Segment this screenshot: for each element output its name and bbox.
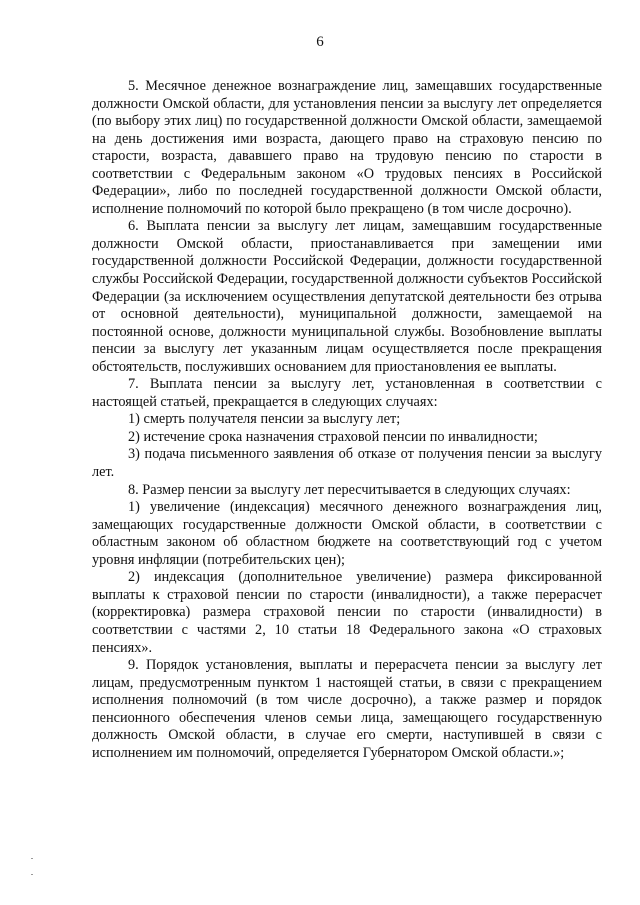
paragraph-8-item-1: 1) увеличение (индексация) месячного денежного вознаграждения лиц, замещающих государственные должности Омской области, в соответствии с областным законом об областном бюджете на соответствующий год с учетом уровня инфляции (потребительских цен); — [92, 499, 602, 568]
document-body — [92, 78, 602, 762]
paragraph-8-item-2: 2) индексация (дополнительное увеличение) размера фиксированной выплаты к страховой пенсии по старости (инвалидности), а также перерасчет (корректировка) размера страховой пенсии по старости (инвалидности) в соответствии с частями 2, 10 статьи 18 Федерального закона «О страховых пенсиях». — [92, 569, 602, 656]
paragraph-9: 9. Порядок установления, выплаты и перерасчета пенсии за выслугу лет лицам, предусмотренным пунктом 1 настоящей статьи, в связи с прекращением исполнения полномочий (в том числе досрочно), а также размер и порядок пенсионного обеспечения членов семьи лица, замещающего государственную должность Омской области, в случае его смерти, наступившей в связи с исполнением им полномочий, определяется Губернатором Омской области.»; — [92, 657, 602, 761]
paragraph-7-item-1: 1) смерть получателя пенсии за выслугу лет; — [128, 411, 401, 428]
paragraph-7-item-3: 3) подача письменного заявления об отказе от получения пенсии за выслугу лет. — [92, 446, 602, 481]
paragraph-8: 8. Размер пенсии за выслугу лет пересчитывается в следующих случаях: — [128, 481, 571, 498]
page-number: 6 — [316, 34, 324, 50]
paragraph-6: 6. Выплата пенсии за выслугу лет лицам, замещавшим государственные должности Омской области, приостанавливается при замещении ими государственной должности Российской Федерации, должности государственной службы Российской Федерации, государственной должности субъектов Российской Федерации (за исключением осуществления депутатской деятельности без отрыва от основной деятельности), муниципальной должности, замещаемой на постоянной основе, должности муниципальной службы. Возобновление выплаты пенсии за выслугу лет указанным лицам осуществляется после прекращения обстоятельств, послуживших основанием для приостановления ее выплаты. — [92, 218, 602, 375]
scan-artifact — [31, 874, 33, 875]
paragraph-7: 7. Выплата пенсии за выслугу лет, установленная в соответствии с настоящей статьей, прекращается в следующих случаях: — [92, 376, 602, 410]
paragraph-7-item-2: 2) истечение срока назначения страховой пенсии по инвалидности; — [128, 428, 538, 445]
scan-artifact — [31, 858, 33, 859]
paragraph-5: 5. Месячное денежное вознаграждение лиц, замещавших государственные должности Омской области, для установления пенсии за выслугу лет определяется (по выбору этих лиц) по государственной должности Омской области, замещаемой на день достижения ими возраста, дающего право на страховую пенсию по старости, возраста, дававшего право на трудовую пенсию по старости в соответствии с Федеральным законом «О трудовых пенсиях в Российской Федерации», либо по последней государственной должности Омской области, исполнение полномочий по которой было прекращено (в том числе досрочно). — [92, 78, 602, 217]
